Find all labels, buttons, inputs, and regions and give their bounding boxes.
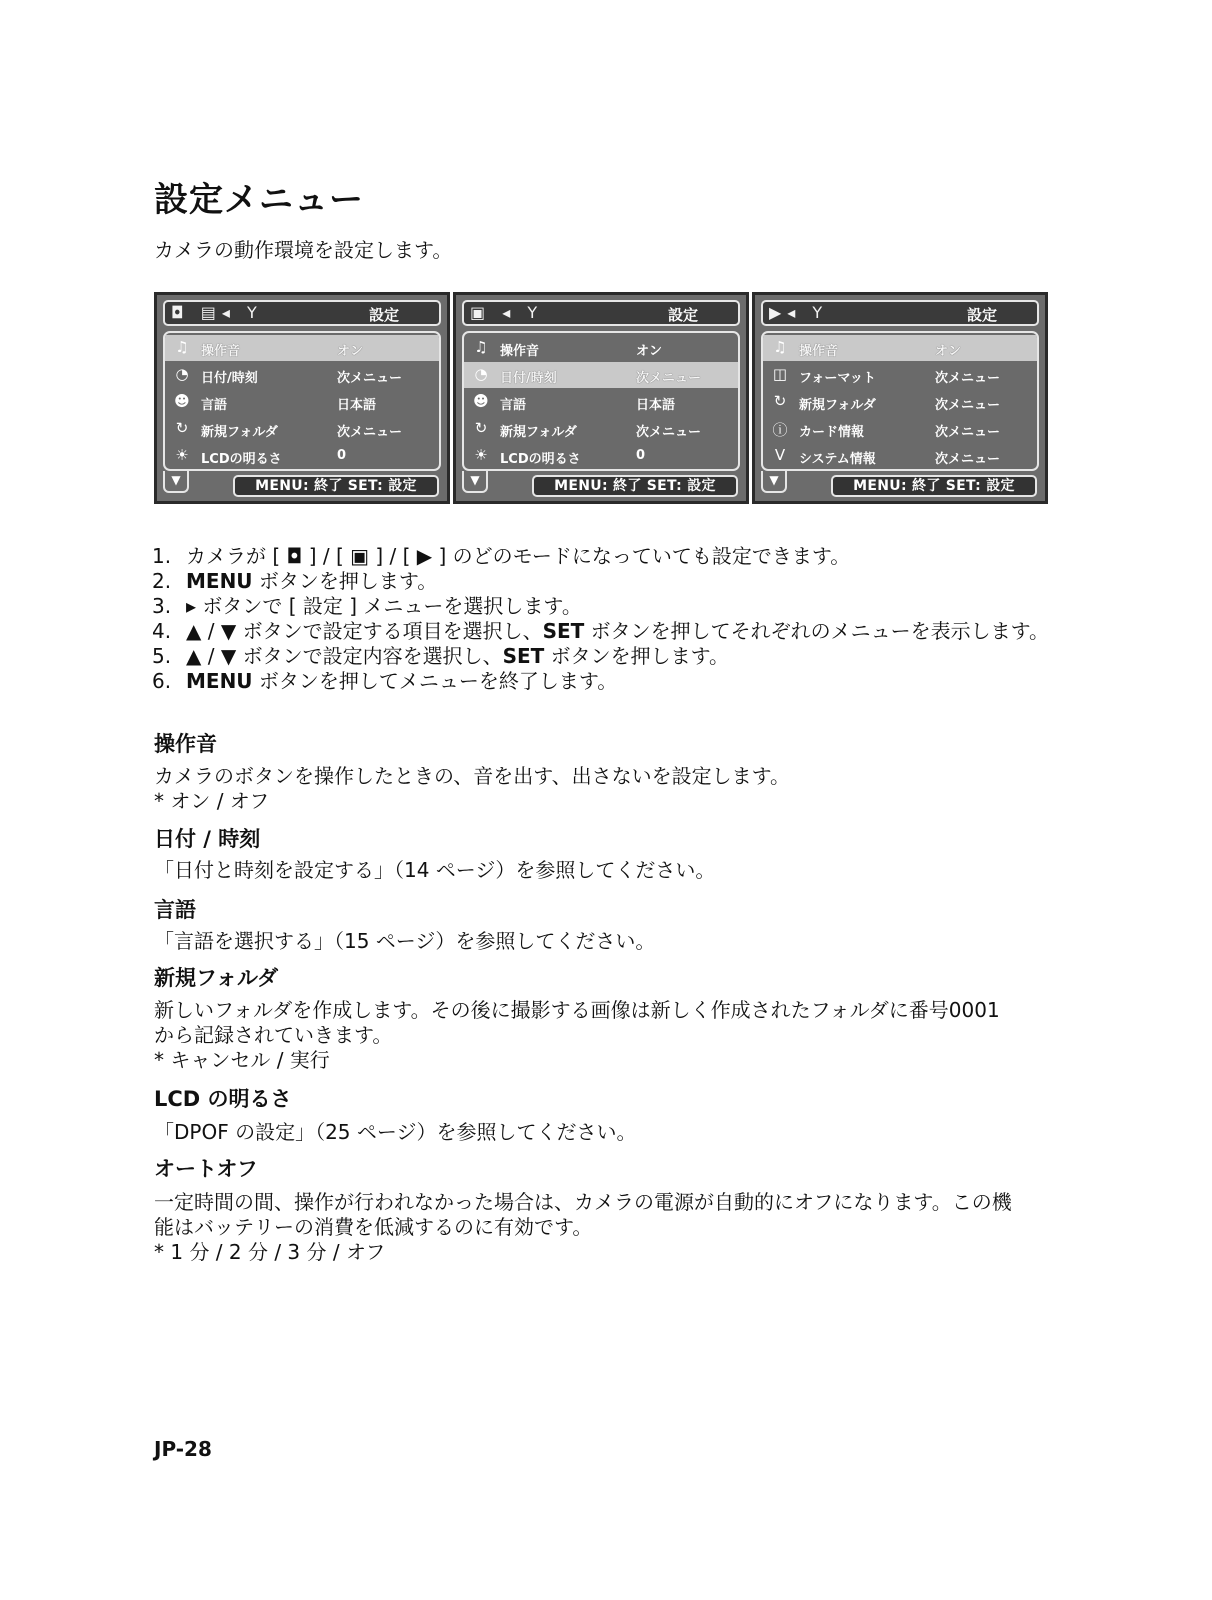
- menu-item-value: 次メニュー: [636, 371, 702, 386]
- section-body-newfolder: [154, 998, 1044, 1073]
- format-icon: ◫: [772, 365, 788, 383]
- intro-text: カメラの動作環境を設定します。: [154, 238, 453, 262]
- mode-tab-icons: ▶◂ Y: [769, 303, 829, 322]
- menu-item[interactable]: [165, 362, 439, 388]
- body-line: 「DPOF の設定」（25 ページ）を参照してください。: [154, 1120, 637, 1144]
- menu-item[interactable]: [464, 443, 738, 469]
- body-line: 能はバッテリーの消費を低減するのに有効です。: [154, 1215, 593, 1239]
- menu-item[interactable]: [763, 335, 1037, 361]
- menu-item-label: 言語: [201, 398, 228, 413]
- options-line: * オン / オフ: [154, 789, 270, 813]
- menu-list: [462, 331, 740, 471]
- screen-footer-hint: MENU: 終了 SET: 設定: [233, 475, 439, 497]
- screen-header-title: 設定: [667, 306, 698, 324]
- menu-item-value: 次メニュー: [337, 371, 403, 386]
- menu-item[interactable]: [165, 389, 439, 415]
- menu-item-value: 0: [337, 448, 347, 463]
- new-folder-icon: ↻: [175, 419, 189, 437]
- step-3: [152, 594, 1052, 619]
- step-number: 6.: [152, 669, 172, 693]
- menu-item-label: 新規フォルダ: [201, 425, 278, 440]
- section-body-lcd: [154, 1120, 1044, 1145]
- step-text: ▲ / ▼ ボタンで設定する項目を選択し、: [186, 619, 543, 643]
- camera-screen-movie: [453, 292, 749, 504]
- menu-item-label: LCDの明るさ: [201, 452, 282, 467]
- screen-header-title: 設定: [368, 306, 399, 324]
- step-1: [152, 544, 1052, 569]
- section-heading-language: 言語: [154, 898, 196, 922]
- body-line: 新しいフォルダを作成します。その後に撮影する画像は新しく作成されたフォルダに番号0001: [154, 998, 1000, 1022]
- menu-item-value: 次メニュー: [337, 425, 403, 440]
- menu-item[interactable]: [763, 443, 1037, 469]
- options-line: * キャンセル / 実行: [154, 1048, 330, 1072]
- camera-screen-still: [154, 292, 450, 504]
- section-body-autooff: [154, 1190, 1044, 1265]
- menu-item-label: カード情報: [799, 425, 865, 440]
- menu-item[interactable]: [763, 389, 1037, 415]
- mode-tab-icons: ▣ ◂ Y: [470, 303, 544, 322]
- brightness-icon: ☀: [175, 446, 189, 464]
- body-line: カメラのボタンを操作したときの、音を出す、出さないを設定します。: [154, 764, 790, 788]
- options-line: * 1 分 / 2 分 / 3 分 / オフ: [154, 1240, 386, 1264]
- menu-item-value: 日本語: [337, 398, 377, 413]
- menu-item-label: システム情報: [799, 452, 876, 467]
- new-folder-icon: ↻: [474, 419, 488, 437]
- menu-button-label: MENU: [186, 669, 253, 693]
- scroll-down-icon: ▼: [163, 471, 189, 493]
- menu-item-label: 操作音: [201, 344, 241, 359]
- menu-item-label: 操作音: [500, 344, 540, 359]
- menu-item[interactable]: [165, 416, 439, 442]
- menu-list: [761, 331, 1039, 471]
- section-heading-newfolder: 新規フォルダ: [154, 966, 279, 990]
- step-text: ▸ ボタンで [ 設定 ] メニューを選択します。: [186, 594, 582, 618]
- menu-item-value: 次メニュー: [935, 371, 1001, 386]
- step-number: 5.: [152, 644, 172, 668]
- section-body-language: [154, 929, 1044, 954]
- screen-header: [163, 300, 441, 326]
- menu-item[interactable]: [464, 362, 738, 388]
- page-number: JP-28: [154, 1437, 212, 1461]
- menu-item[interactable]: [464, 389, 738, 415]
- step-2: [152, 569, 1052, 594]
- step-6: [152, 669, 1052, 694]
- menu-item[interactable]: [763, 362, 1037, 388]
- menu-item[interactable]: [763, 416, 1037, 442]
- menu-item-value: オン: [935, 344, 962, 359]
- screen-header: [761, 300, 1039, 326]
- step-text: カメラが [ ◘ ] / [ ▣ ] / [ ▶ ] のどのモードになっていても設定できます。: [186, 544, 851, 568]
- menu-item-value: 次メニュー: [935, 425, 1001, 440]
- page-title: 設定メニュー: [154, 180, 364, 220]
- scroll-down-icon: ▼: [761, 471, 787, 493]
- screen-header-title: 設定: [966, 306, 997, 324]
- step-text: ボタンを押してそれぞれのメニューを表示します。: [584, 619, 1050, 643]
- step-number: 1.: [152, 544, 172, 568]
- language-icon: ☻: [174, 392, 190, 410]
- menu-item[interactable]: [165, 335, 439, 361]
- menu-item[interactable]: [464, 416, 738, 442]
- step-4: [152, 619, 1052, 644]
- menu-item-value: 日本語: [636, 398, 676, 413]
- menu-item-label: 言語: [500, 398, 527, 413]
- section-heading-datetime: 日付 / 時刻: [154, 827, 261, 851]
- menu-item-label: 日付/時刻: [201, 371, 258, 386]
- step-number: 3.: [152, 594, 172, 618]
- menu-item-value: 次メニュー: [636, 425, 702, 440]
- speaker-icon: ♫: [474, 338, 488, 356]
- language-icon: ☻: [473, 392, 489, 410]
- new-folder-icon: ↻: [773, 392, 787, 410]
- menu-item-label: 新規フォルダ: [500, 425, 577, 440]
- section-body-datetime: [154, 858, 1044, 883]
- camera-screens: [154, 292, 1056, 504]
- menu-item-label: 日付/時刻: [500, 371, 557, 386]
- camera-screen-playback: [752, 292, 1048, 504]
- screen-footer-hint: MENU: 終了 SET: 設定: [532, 475, 738, 497]
- menu-button-label: MENU: [186, 569, 253, 593]
- screen-header: [462, 300, 740, 326]
- menu-item-value: オン: [636, 344, 663, 359]
- step-text: ボタンを押します。: [544, 644, 730, 668]
- body-line: 一定時間の間、操作が行われなかった場合は、カメラの電源が自動的にオフになります。この機: [154, 1190, 1012, 1214]
- set-button-label: SET: [542, 619, 585, 643]
- section-heading-autooff: オートオフ: [154, 1157, 258, 1181]
- set-button-label: SET: [502, 644, 545, 668]
- step-text: ボタンを押してメニューを終了します。: [252, 669, 618, 693]
- section-body-sound: [154, 764, 1044, 814]
- menu-item-label: LCDの明るさ: [500, 452, 581, 467]
- clock-icon: ◔: [474, 365, 488, 383]
- menu-item-value: オン: [337, 344, 364, 359]
- speaker-icon: ♫: [773, 338, 787, 356]
- speaker-icon: ♫: [175, 338, 189, 356]
- brightness-icon: ☀: [474, 446, 488, 464]
- info-icon: ⓘ: [772, 421, 788, 439]
- step-number: 2.: [152, 569, 172, 593]
- menu-item-value: 0: [636, 448, 646, 463]
- screen-footer-hint: MENU: 終了 SET: 設定: [831, 475, 1037, 497]
- section-heading-sound: 操作音: [154, 732, 217, 756]
- step-5: [152, 644, 1052, 669]
- section-heading-lcd: LCD の明るさ: [154, 1087, 292, 1111]
- body-line: 「言語を選択する」（15 ページ）を参照してください。: [154, 929, 656, 953]
- step-text: ▲ / ▼ ボタンで設定内容を選択し、: [186, 644, 503, 668]
- clock-icon: ◔: [175, 365, 189, 383]
- menu-item[interactable]: [165, 443, 439, 469]
- menu-item-label: フォーマット: [799, 371, 876, 386]
- step-text: ボタンを押します。: [252, 569, 438, 593]
- scroll-down-icon: ▼: [462, 471, 488, 493]
- instruction-steps: [152, 544, 1052, 694]
- menu-item-value: 次メニュー: [935, 398, 1001, 413]
- menu-item[interactable]: [464, 335, 738, 361]
- body-line: から記録されていきます。: [154, 1023, 393, 1047]
- body-line: 「日付と時刻を設定する」（14 ページ）を参照してください。: [154, 858, 716, 882]
- menu-item-label: 操作音: [799, 344, 839, 359]
- menu-list: [163, 331, 441, 471]
- menu-item-label: 新規フォルダ: [799, 398, 876, 413]
- menu-item-value: 次メニュー: [935, 452, 1001, 467]
- step-number: 4.: [152, 619, 172, 643]
- version-icon: Ⅴ: [774, 446, 786, 464]
- mode-tab-icons: ◘ ▤◂ Y: [171, 303, 263, 322]
